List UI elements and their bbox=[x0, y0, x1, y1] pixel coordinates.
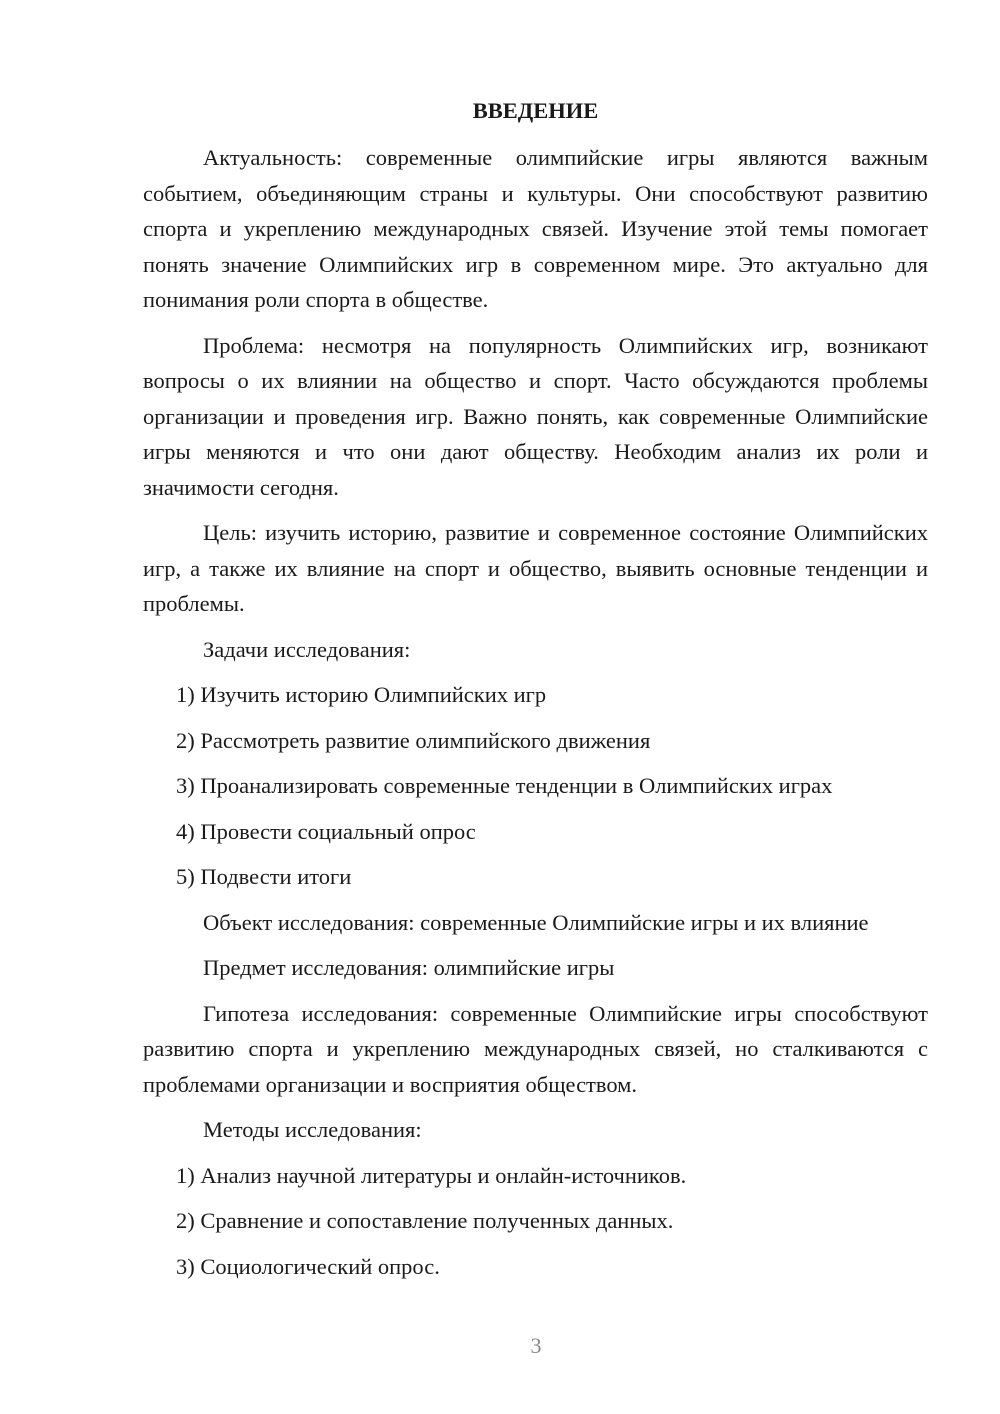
methods-list bbox=[143, 1158, 928, 1285]
section-heading: ВВЕДЕНИЕ bbox=[472, 98, 599, 123]
list-item: 3) Проанализировать современные тенденции в Олимпийских играх bbox=[176, 773, 833, 798]
list-item: 2) Сравнение и сопоставление полученных данных. bbox=[176, 1208, 674, 1233]
list-item: 5) Подвести итоги bbox=[176, 864, 352, 889]
list-item: 3) Социологический опрос. bbox=[176, 1253, 440, 1279]
tasks-list bbox=[143, 677, 928, 895]
list-item: 1) Изучить историю Олимпийских игр bbox=[176, 682, 547, 707]
document-page bbox=[143, 96, 928, 1294]
methods-heading: Методы исследования: bbox=[203, 1117, 422, 1142]
list-item: 4) Провести социальный опрос bbox=[176, 818, 476, 844]
paragraph-relevance: Актуальность: современные олимпийские игры являются важным событием, объединяющим страны и культуры. Они способствуют развитию спорта и укреплению международных связей. Изучение этой темы помогает понять значение Олимпийских игр в современном мире. Это актуально для понимания роли спорта в обществе. bbox=[143, 145, 928, 312]
tasks-heading: Задачи исследования: bbox=[203, 636, 411, 662]
paragraph-object: Объект исследования: современные Олимпийские игры и их влияние bbox=[203, 909, 869, 935]
paragraph-goal: Цель: изучить историю, развитие и современное состояние Олимпийских игр, а также их влияние на спорт и общество, выявить основные тенденции и проблемы. bbox=[143, 520, 928, 616]
paragraph-problem: Проблема: несмотря на популярность Олимпийских игр, возникают вопросы о их влиянии на общество и спорт. Часто обсуждаются проблемы организации и проведения игр. Важно понять, как современные Олимпийские игры меняются и что они дают обществу. Необходим анализ их роли и значимости сегодня. bbox=[143, 332, 928, 500]
paragraph-subject: Предмет исследования: олимпийские игры bbox=[203, 955, 615, 980]
list-item: 1) Анализ научной литературы и онлайн-источников. bbox=[176, 1162, 687, 1188]
paragraph-hypothesis: Гипотеза исследования: современные Олимпийские игры способствуют развитию спорта и укреплению международных связей, но сталкиваются с проблемами организации и восприятия обществом. bbox=[143, 1000, 928, 1097]
page-number: 3 bbox=[530, 1333, 542, 1358]
list-item: 2) Рассмотреть развитие олимпийского движения bbox=[176, 727, 651, 753]
